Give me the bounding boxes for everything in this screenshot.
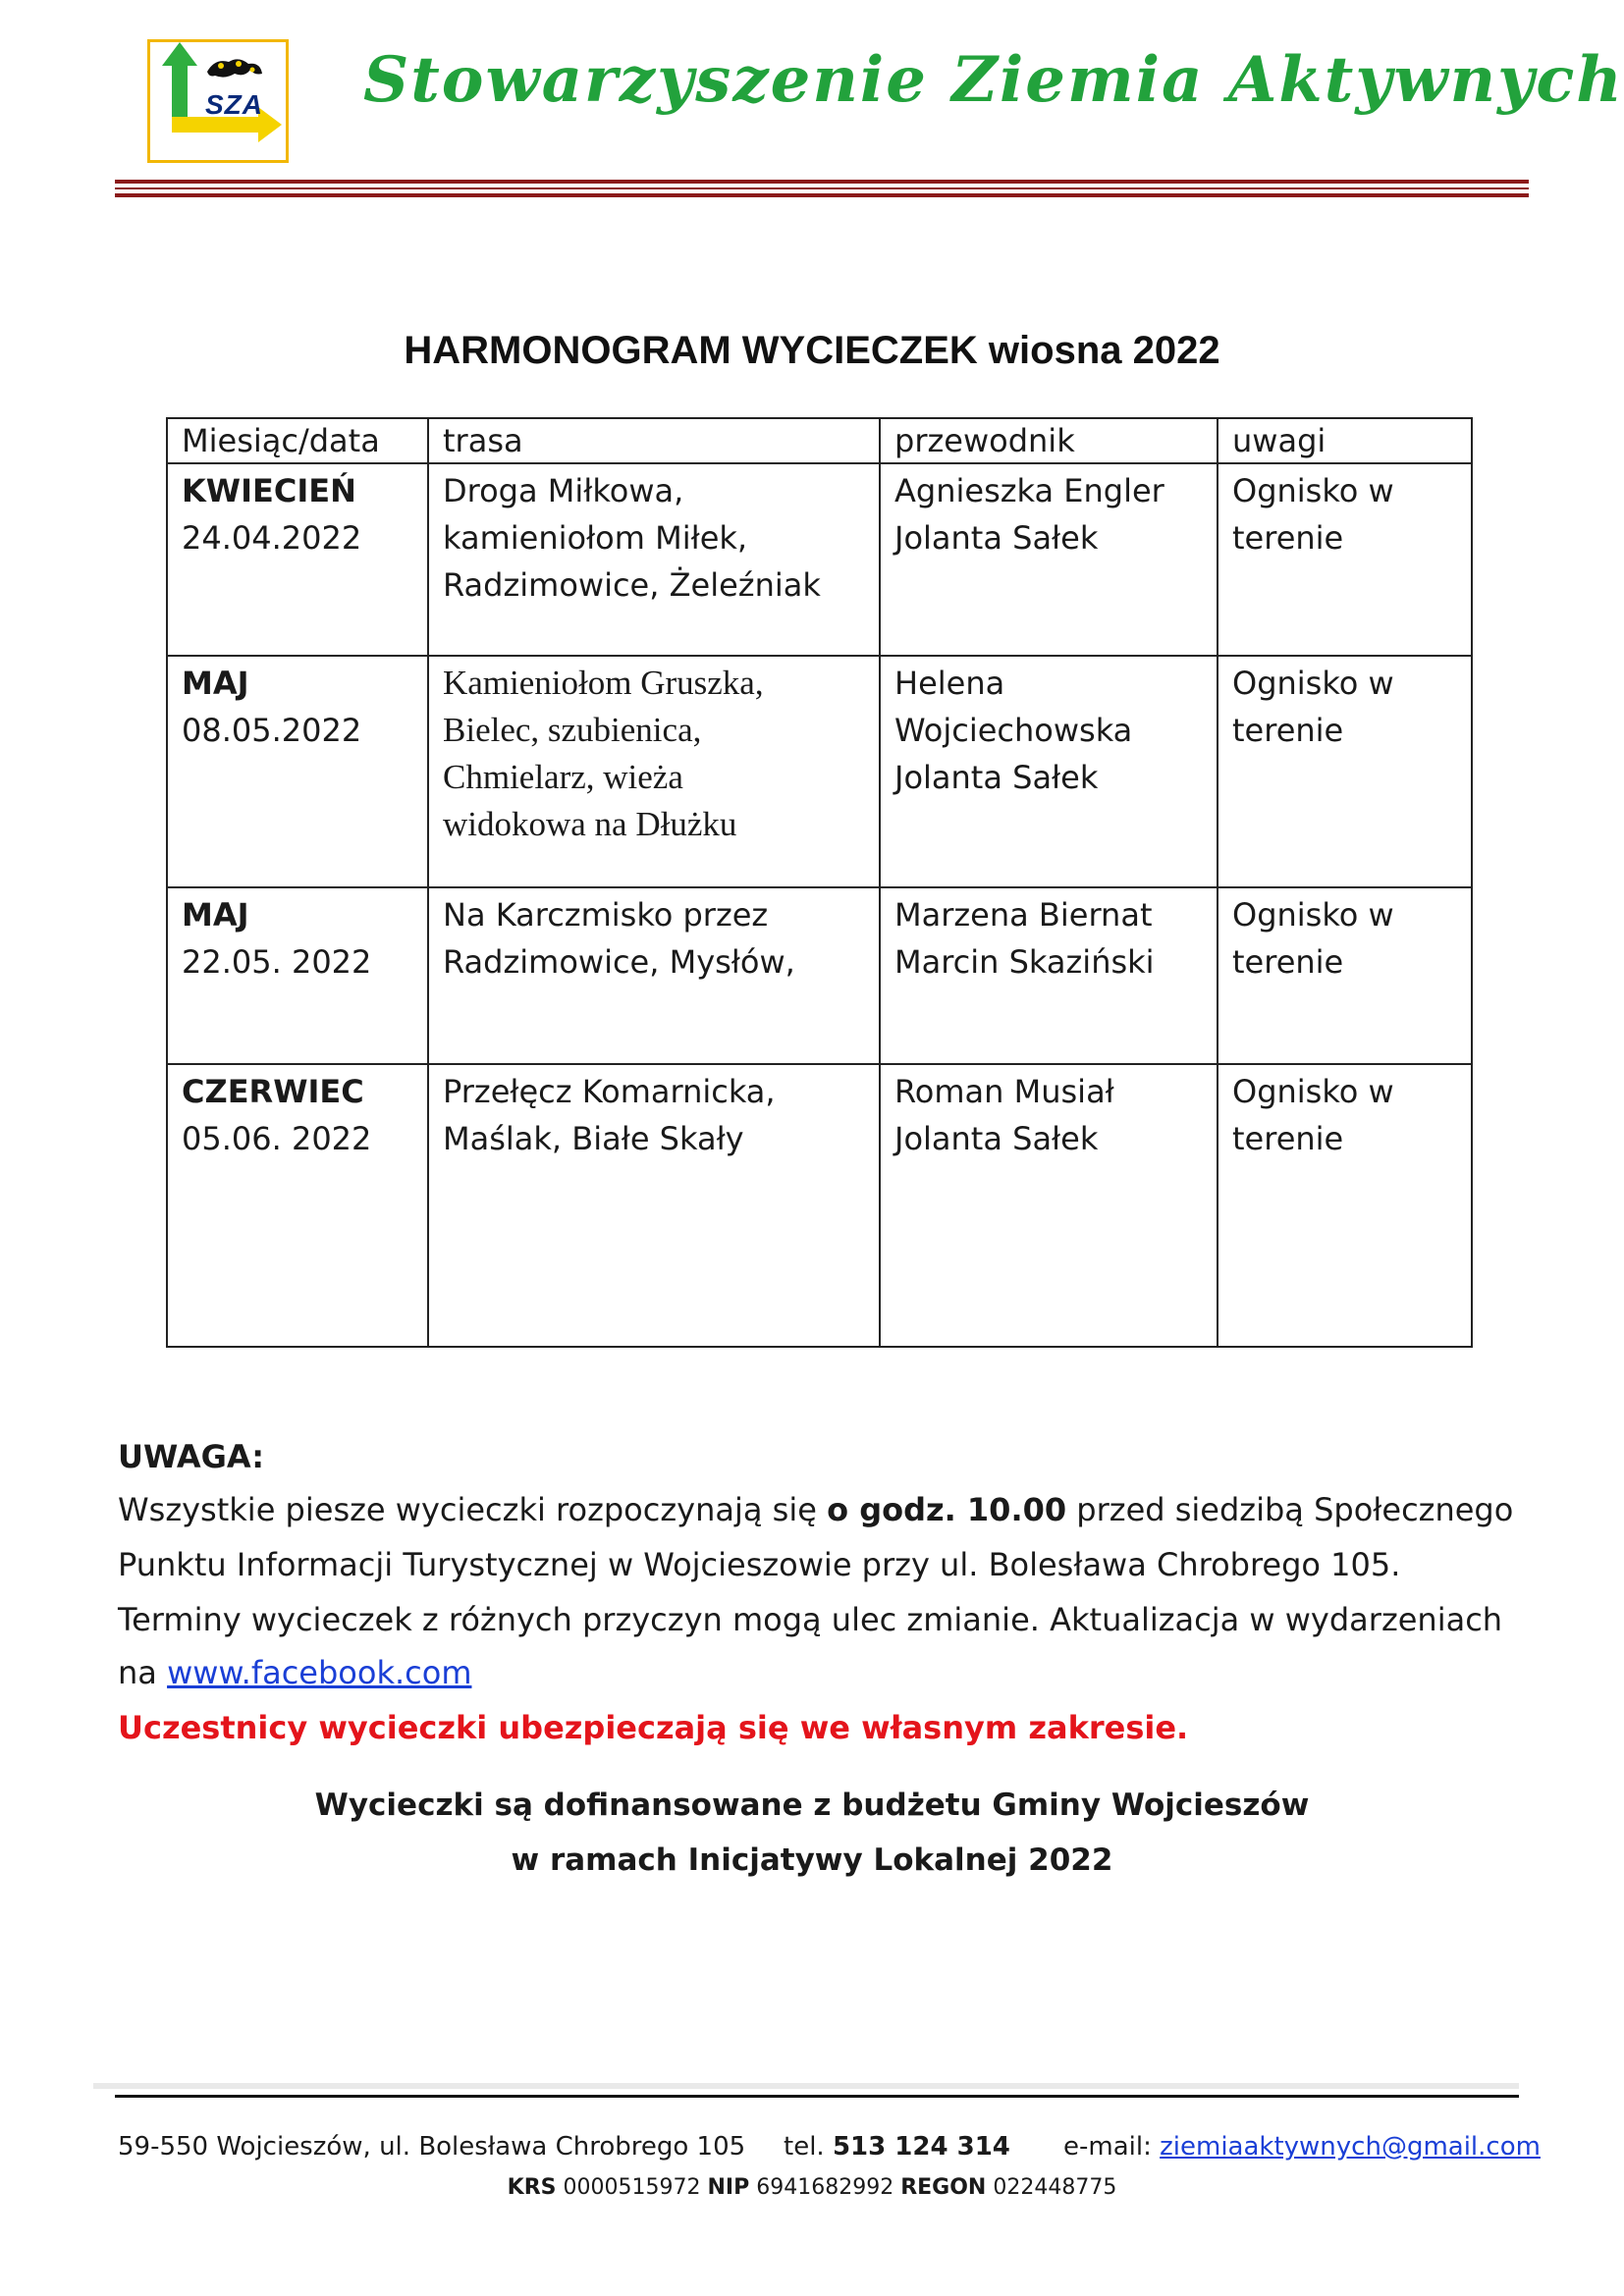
- notes-cell: Ognisko w terenie: [1218, 1064, 1472, 1347]
- phone-number: 513 124 314: [832, 2132, 1010, 2162]
- footer-email: [1063, 2132, 1541, 2162]
- route-cell: [428, 463, 880, 656]
- krs-value: 0000515972: [563, 2175, 701, 2200]
- date-cell: [167, 887, 428, 1064]
- insurance-warning: Uczestnicy wycieczki ubezpieczają się we własnym zakresie.: [118, 1709, 1189, 1746]
- krs-label: KRS: [507, 2175, 557, 2200]
- notes-cell: Ognisko w terenie: [1218, 463, 1472, 656]
- notice-heading: UWAGA:: [118, 1438, 265, 1475]
- date-label: 22.05. 2022: [182, 943, 372, 981]
- route-line: Na Karczmisko przez: [443, 896, 769, 934]
- notice-line: Terminy wycieczek z różnych przyczyn mogą ulec zmianie. Aktualizacja w wydarzeniach: [118, 1601, 1503, 1638]
- column-header-date: Miesiąc/data: [167, 418, 428, 463]
- start-time: o godz. 10.00: [827, 1491, 1067, 1528]
- funding-note-line2: w ramach Inicjatywy Lokalnej 2022: [511, 1842, 1113, 1878]
- guide-cell: [880, 656, 1218, 887]
- notice-line: [118, 1482, 1513, 1537]
- route-cell: [428, 656, 880, 887]
- date-label: 05.06. 2022: [182, 1120, 372, 1157]
- guide-name: Marcin Skaziński: [894, 943, 1155, 981]
- route-line: Radzimowice, Mysłów,: [443, 943, 795, 981]
- guide-name: Roman Musiał: [894, 1073, 1114, 1110]
- page-title: HARMONOGRAM WYCIECZEK wiosna 2022: [404, 329, 1220, 372]
- column-header-route: trasa: [428, 418, 880, 463]
- route-line: Droga Miłkowa,: [443, 472, 684, 509]
- route-line: Bielec, szubienica,: [443, 711, 702, 749]
- date-cell: [167, 656, 428, 887]
- guide-name: Agnieszka Engler: [894, 472, 1164, 509]
- footer-divider-shadow: [93, 2083, 1519, 2089]
- guide-cell: [880, 887, 1218, 1064]
- table-row: [167, 887, 1472, 1064]
- table-row: [167, 656, 1472, 887]
- regon-value: 022448775: [993, 2175, 1117, 2200]
- guide-name: Wojciechowska: [894, 712, 1133, 749]
- date-cell: [167, 1064, 428, 1347]
- phone-label: tel.: [784, 2132, 825, 2162]
- nip-label: NIP: [707, 2175, 750, 2200]
- header-rule-bottom: [115, 193, 1529, 197]
- table-row: [167, 463, 1472, 656]
- month-label: KWIECIEŃ: [182, 472, 356, 509]
- header-rule-middle: [115, 187, 1529, 189]
- nip-value: 6941682992: [756, 2175, 894, 2200]
- footer-registry: [0, 2175, 1624, 2200]
- route-cell: [428, 1064, 880, 1347]
- route-line: Przełęcz Komarnicka,: [443, 1073, 776, 1110]
- email-label: e-mail:: [1063, 2132, 1152, 2162]
- table-header-row: [167, 418, 1472, 463]
- logo: [147, 39, 289, 163]
- footer-phone: [784, 2132, 1010, 2162]
- guide-name: Jolanta Sałek: [894, 759, 1099, 796]
- schedule-table: [166, 417, 1473, 1348]
- footer-divider: [115, 2095, 1519, 2098]
- guide-name: Jolanta Sałek: [894, 1120, 1099, 1157]
- header-rule-top: [115, 180, 1529, 184]
- column-header-notes: uwagi: [1218, 418, 1472, 463]
- guide-name: Marzena Biernat: [894, 896, 1153, 934]
- route-cell: [428, 887, 880, 1064]
- footer-address: 59-550 Wojcieszów, ul. Bolesława Chrobrego 105: [118, 2132, 746, 2162]
- organization-name: Stowarzyszenie Ziemia Aktywnych: [363, 43, 1624, 117]
- route-line: widokowa na Dłużku: [443, 805, 737, 843]
- route-line: Chmielarz, wieża: [443, 758, 683, 796]
- guide-cell: [880, 463, 1218, 656]
- funding-note-line1: Wycieczki są dofinansowane z budżetu Gminy Wojcieszów: [314, 1788, 1310, 1823]
- route-line: Kamieniołom Gruszka,: [443, 664, 764, 702]
- notice-line: [118, 1645, 471, 1700]
- notice-text: Wszystkie piesze wycieczki rozpoczynają się: [118, 1491, 828, 1528]
- route-line: Radzimowice, Żeleźniak: [443, 566, 821, 604]
- date-cell: [167, 463, 428, 656]
- notice-text: przed siedzibą Społecznego: [1066, 1491, 1514, 1528]
- logo-text: SZA: [205, 89, 263, 120]
- month-label: CZERWIEC: [182, 1073, 364, 1110]
- notes-cell: Ognisko w terenie: [1218, 887, 1472, 1064]
- notice-text: na: [118, 1654, 168, 1691]
- route-line: kamieniołom Miłek,: [443, 519, 748, 557]
- guide-name: Helena: [894, 665, 1005, 702]
- table-row: [167, 1064, 1472, 1347]
- notes-cell: Ognisko w terenie: [1218, 656, 1472, 887]
- email-link[interactable]: ziemiaaktywnych@gmail.com: [1160, 2132, 1541, 2162]
- route-line: Maślak, Białe Skały: [443, 1120, 744, 1157]
- guide-cell: [880, 1064, 1218, 1347]
- date-label: 08.05.2022: [182, 712, 362, 749]
- column-header-guide: przewodnik: [880, 418, 1218, 463]
- notice-line: Punktu Informacji Turystycznej w Wojcieszowie przy ul. Bolesława Chrobrego 105.: [118, 1546, 1401, 1583]
- guide-name: Jolanta Sałek: [894, 519, 1099, 557]
- month-label: MAJ: [182, 896, 249, 934]
- date-label: 24.04.2022: [182, 519, 362, 557]
- regon-label: REGON: [900, 2175, 987, 2200]
- month-label: MAJ: [182, 665, 249, 702]
- facebook-link[interactable]: www.facebook.com: [167, 1654, 472, 1691]
